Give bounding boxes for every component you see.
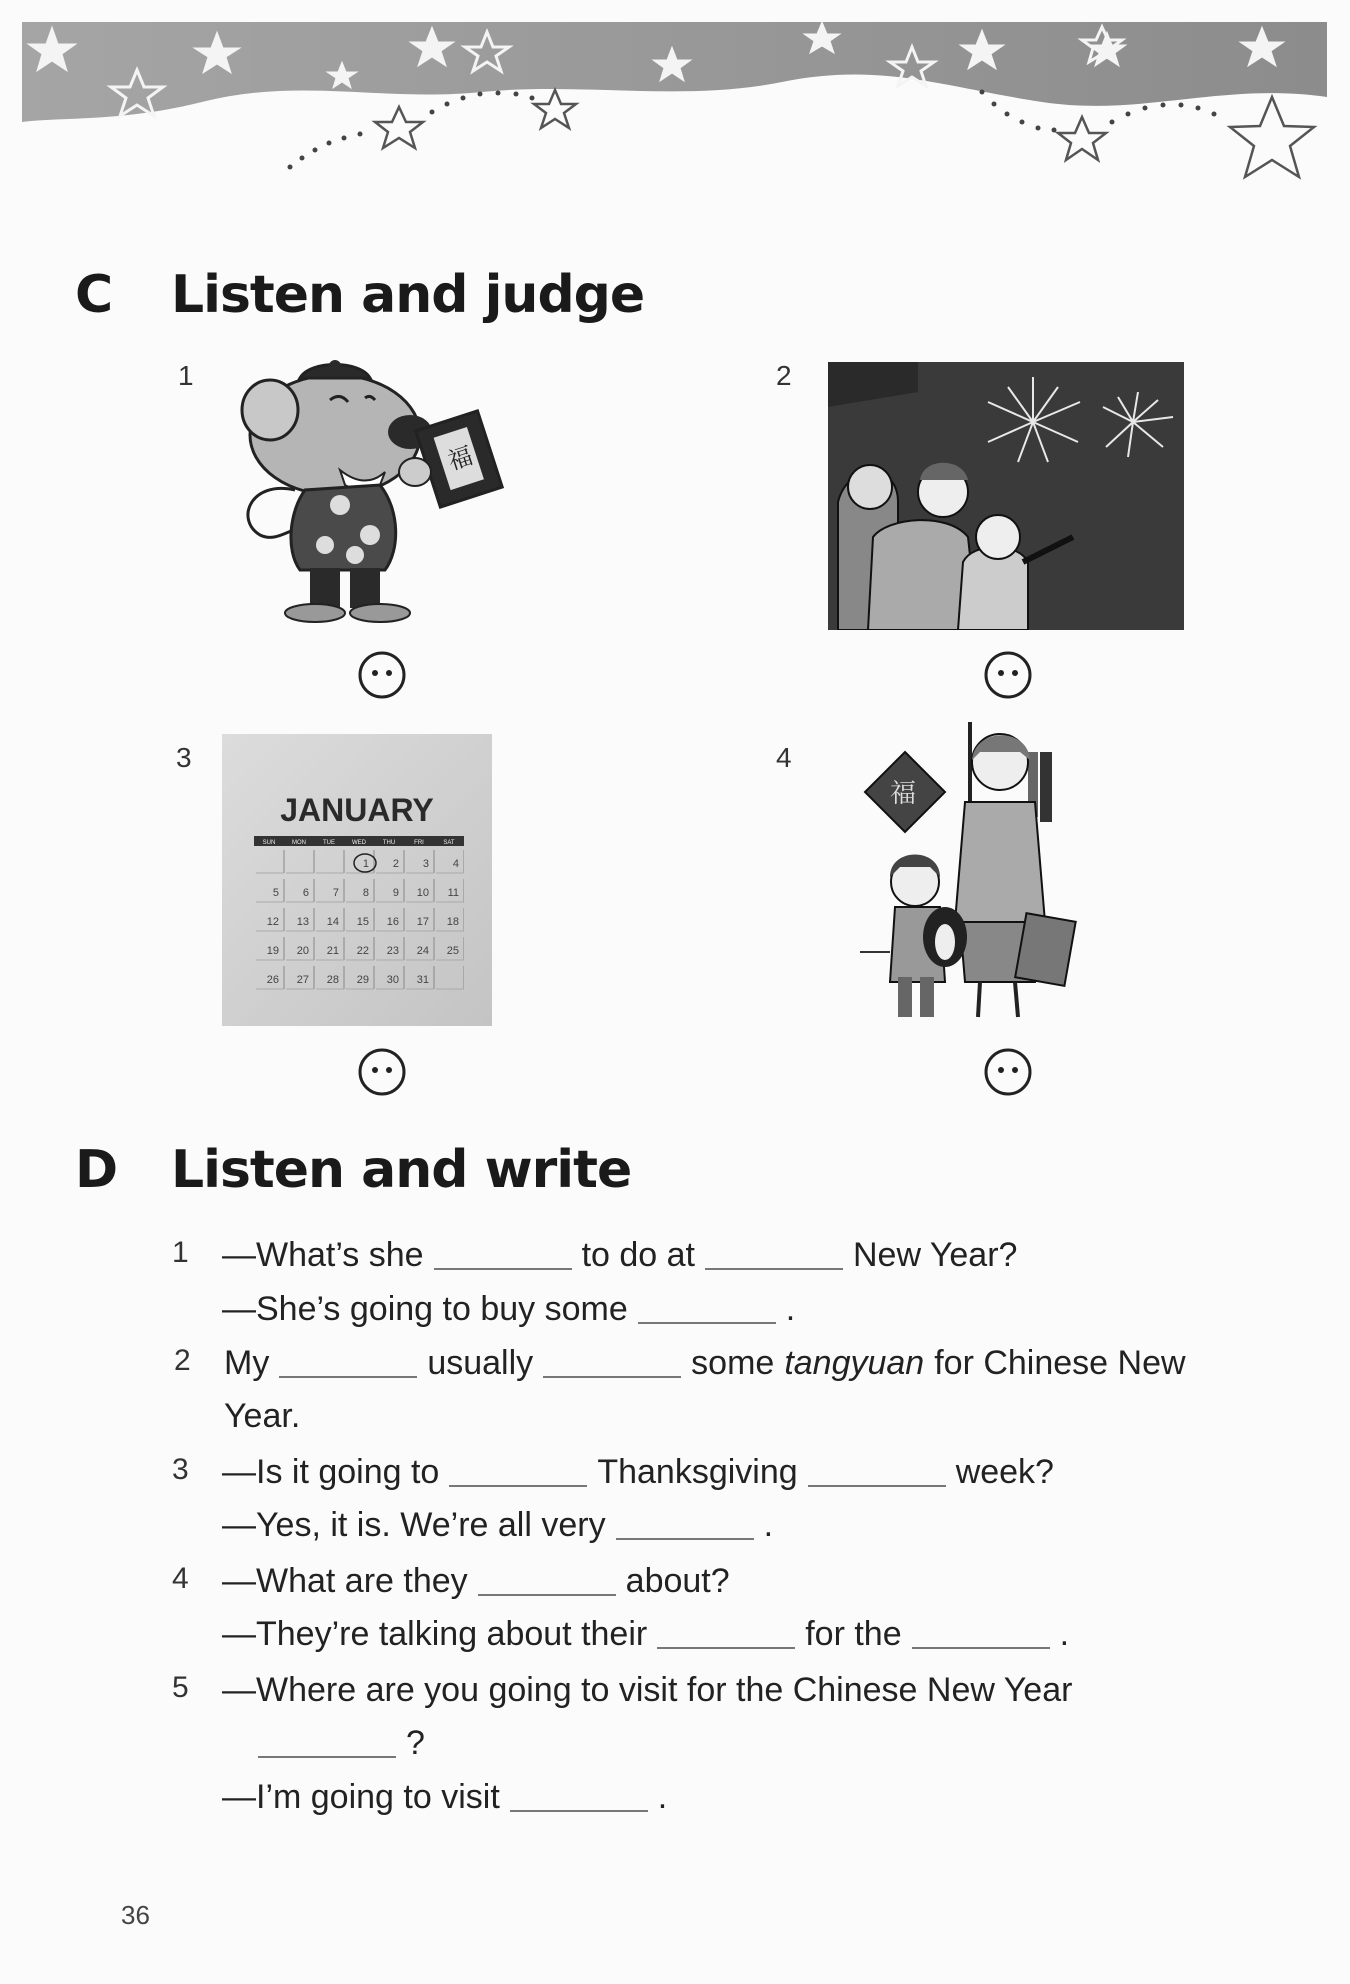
calendar-weekday: WED (352, 840, 366, 846)
question-text: New Year? (852, 1236, 1018, 1274)
face-icon[interactable] (357, 1047, 407, 1097)
calendar-weekday: THU (382, 840, 396, 846)
calendar-day: 21 (326, 945, 339, 957)
question-text: for the (805, 1615, 902, 1653)
calendar-day: 7 (332, 887, 339, 899)
calendar-day: 5 (272, 887, 279, 899)
question-text: —Where are you going to visit for the Chinese New Year (222, 1671, 1073, 1709)
calendar-day: 11 (447, 887, 459, 899)
calendar-day: 3 (422, 858, 429, 870)
calendar-day: 26 (266, 974, 279, 986)
answer-blank[interactable] (543, 1346, 681, 1378)
picture-number: 2 (776, 360, 792, 391)
calendar-day: 12 (266, 916, 279, 928)
question-text: . (763, 1506, 774, 1544)
question-text-italic: tangyuan (784, 1344, 925, 1382)
section-d-heading (75, 1140, 631, 1200)
question-number: 1 (172, 1236, 189, 1269)
question-2-line-2 (224, 1397, 300, 1436)
calendar-day: 22 (356, 945, 369, 957)
family-watching-fireworks-icon (828, 362, 1184, 630)
question-1-line-2 (222, 1290, 795, 1329)
question-text: . (785, 1290, 796, 1328)
question-2-line-1 (174, 1344, 1186, 1383)
calendar-day: 18 (446, 916, 459, 928)
question-text: —What are they (222, 1562, 468, 1600)
answer-blank[interactable] (616, 1508, 754, 1540)
answer-blank[interactable] (478, 1564, 616, 1596)
calendar-grid (254, 836, 464, 994)
picture-number: 4 (776, 742, 792, 773)
section-letter: C (75, 265, 113, 325)
question-text: about? (625, 1562, 730, 1600)
question-text: . (657, 1778, 668, 1816)
calendar-day: 13 (296, 916, 309, 928)
rat-in-chinese-costume-icon (240, 360, 520, 630)
star-outline-icon (375, 107, 423, 148)
answer-blank[interactable] (258, 1726, 396, 1758)
calendar-day: 15 (356, 916, 369, 928)
page-number: 36 (121, 1900, 150, 1930)
question-3-line-2 (222, 1506, 773, 1545)
calendar-day: 10 (416, 887, 429, 899)
question-3-line-1 (172, 1453, 1054, 1492)
calendar-day: 17 (416, 916, 429, 928)
question-text: —I’m going to visit (222, 1778, 500, 1816)
face-icon[interactable] (983, 650, 1033, 700)
question-text: —Yes, it is. We’re all very (222, 1506, 606, 1544)
answer-blank[interactable] (510, 1780, 648, 1812)
svg-text:福: 福 (444, 441, 477, 476)
calendar-weekday: SUN (262, 840, 276, 846)
question-5-line-2 (248, 1724, 425, 1763)
answer-blank[interactable] (434, 1238, 572, 1270)
question-text: —Is it going to (222, 1453, 440, 1491)
calendar-day: 23 (386, 945, 399, 957)
picture-number: 3 (176, 742, 192, 773)
star-outline-icon (1230, 97, 1314, 177)
answer-blank[interactable] (638, 1292, 776, 1324)
question-text: some (691, 1344, 775, 1382)
section-letter: D (75, 1140, 118, 1200)
question-text: —They’re talking about their (222, 1615, 648, 1653)
svg-text:福: 福 (890, 779, 917, 809)
section-title: Listen and judge (171, 265, 645, 325)
calendar-weekday: MON (292, 840, 306, 846)
answer-blank[interactable] (449, 1455, 587, 1487)
question-text: —What’s she (222, 1236, 424, 1274)
question-text: . (1059, 1615, 1070, 1653)
calendar-day: 30 (386, 974, 399, 986)
calendar-day: 9 (392, 887, 399, 899)
question-number: 5 (172, 1671, 189, 1704)
answer-blank[interactable] (705, 1238, 843, 1270)
calendar-day: 2 (392, 858, 399, 870)
face-icon[interactable] (983, 1047, 1033, 1097)
answer-blank[interactable] (912, 1617, 1050, 1649)
star-outline-icon (1058, 117, 1106, 160)
question-text: week? (955, 1453, 1054, 1491)
calendar-day: 29 (356, 974, 369, 986)
calendar-day: 19 (266, 945, 279, 957)
question-5-line-1 (172, 1671, 1073, 1710)
calendar-weekday: TUE (323, 840, 335, 846)
calendar-day: 6 (302, 887, 309, 899)
question-text: —She’s going to buy some (222, 1290, 628, 1328)
question-text: to do at (581, 1236, 695, 1274)
question-number: 4 (172, 1562, 189, 1595)
star-banner (22, 22, 1327, 212)
question-4-line-1 (172, 1562, 730, 1601)
question-number: 2 (174, 1344, 191, 1377)
calendar-day: 16 (386, 916, 399, 928)
question-5-line-3 (222, 1778, 667, 1817)
question-text: for Chinese New (934, 1344, 1186, 1382)
calendar-day: 27 (296, 974, 309, 986)
star-outline-icon (534, 90, 576, 128)
section-c-heading (75, 265, 644, 325)
calendar-day: 8 (362, 887, 369, 899)
question-text: My (224, 1344, 270, 1382)
section-title: Listen and write (171, 1140, 632, 1200)
answer-blank[interactable] (808, 1455, 946, 1487)
question-text: usually (427, 1344, 534, 1382)
calendar-weekday: SAT (443, 840, 455, 846)
question-4-line-2 (222, 1615, 1069, 1654)
calendar-day: 20 (296, 945, 309, 957)
question-text: Thanksgiving (597, 1453, 798, 1491)
answer-blank[interactable] (657, 1617, 795, 1649)
calendar-month: JANUARY (280, 792, 434, 828)
calendar-day: 4 (452, 858, 459, 870)
calendar-weekday: FRI (414, 840, 424, 846)
question-number: 3 (172, 1453, 189, 1486)
january-calendar (222, 734, 492, 1026)
question-1-line-1 (172, 1236, 1018, 1275)
picture-number: 1 (178, 360, 194, 391)
question-text: Year. (224, 1397, 301, 1435)
calendar-day: 25 (446, 945, 459, 957)
question-text: ? (406, 1724, 425, 1762)
calendar-day: 31 (416, 974, 429, 986)
calendar-day: 28 (326, 974, 339, 986)
mother-and-girl-shopping-icon (860, 722, 1100, 1030)
calendar-day: 24 (416, 945, 429, 957)
answer-blank[interactable] (279, 1346, 417, 1378)
calendar-day: 14 (326, 916, 339, 928)
calendar-day: 1 (362, 858, 369, 870)
face-icon[interactable] (357, 650, 407, 700)
